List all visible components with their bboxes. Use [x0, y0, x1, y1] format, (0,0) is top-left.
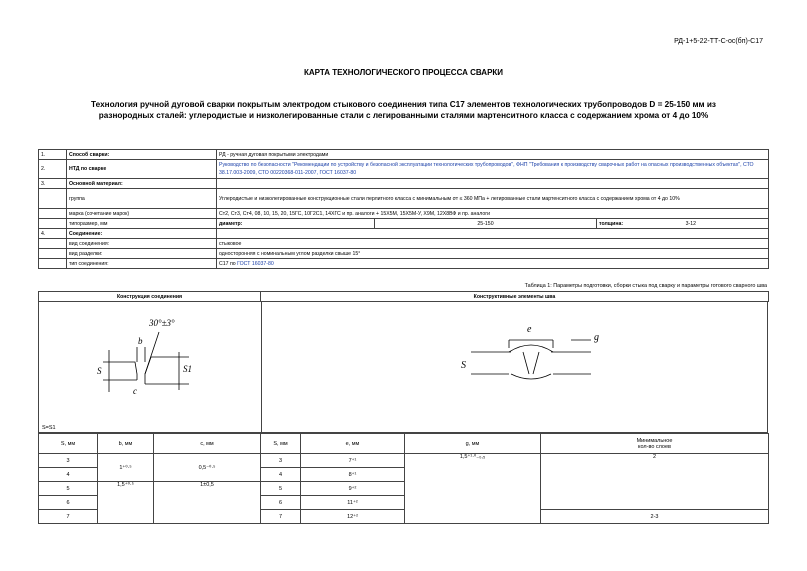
cell-c: 1±0,5: [154, 482, 261, 524]
row-label: Способ сварки:: [67, 150, 217, 160]
row-value: [217, 229, 769, 239]
conn-type-text: С17 по: [219, 260, 236, 267]
page-subtitle: [50, 99, 757, 121]
cell-b: 1,5⁺⁰·⁵: [98, 482, 154, 524]
cell-s2: 7: [261, 510, 301, 524]
table-row: [39, 179, 769, 189]
diameter-value: 25-150: [375, 219, 597, 229]
e-label: e: [527, 324, 532, 335]
cell-s2: 6: [261, 496, 301, 510]
weld-cap: [509, 345, 553, 352]
table-row: [39, 229, 769, 239]
row-value-link[interactable]: Руководство по безопасности "Рекомендации по устройству и безопасной эксплуатации технологических трубопроводов", ФНП "Требования к производству сварочных работ на опасных производственных объектах", СТО 38.17.003-2009, СТО 00220368-011-2007, ГОСТ 16037-80: [217, 160, 769, 179]
angle-line: [145, 332, 159, 374]
cell-c: 0,5⁻⁰·⁵: [154, 454, 261, 482]
row-number: [39, 249, 67, 259]
col-s-header: S, мм: [39, 434, 98, 454]
cell-layers: 2: [541, 454, 769, 510]
row-number: [39, 259, 67, 269]
diameter-label: диаметр:: [217, 219, 375, 229]
subtitle-line-2: разнородных сталей: углеродистые и низколегированные стали с легированными сталями мартенситного класса с содержанием хрома от 4 до 10%: [98, 111, 709, 120]
cell-s: 4: [39, 468, 98, 482]
col-b-header: b, мм: [98, 434, 154, 454]
joint-construction-drawing: [39, 302, 261, 432]
cell-s2: 4: [261, 468, 301, 482]
cell-e: 12⁺²: [301, 510, 405, 524]
table-row: [39, 209, 769, 219]
weld-elements-drawing: [261, 302, 769, 432]
thickness-cell: [597, 219, 769, 229]
table-row: [39, 454, 769, 468]
row-label: НТД по сварке: [67, 160, 217, 179]
thickness-value: 3-12: [685, 220, 696, 227]
row-number: 4.: [39, 229, 67, 239]
cell-layers: 2-3: [541, 510, 769, 524]
row-value: [217, 259, 769, 269]
cell-b: 1⁺⁰·⁵: [98, 454, 154, 482]
bevel-right: [533, 352, 539, 374]
row-number: [39, 189, 67, 209]
table-caption: Таблица 1: Параметры подготовки, сборки стыка под сварку и параметры готового сварного шва: [524, 283, 767, 289]
row-value: стыковое: [217, 239, 769, 249]
col-c-header: c, мм: [154, 434, 261, 454]
row-label: марка (сочетание марок): [67, 209, 217, 219]
layers-header-line1: Минимальное: [636, 437, 673, 444]
page-title: КАРТА ТЕХНОЛОГИЧЕСКОГО ПРОЦЕССА СВАРКИ: [303, 68, 504, 77]
subtitle-line-1: Технология ручной дуговой сварки покрытым электродом стыкового соединения типа С17 элементов технологических трубопроводов D = 25-150 мм из: [91, 100, 716, 109]
row-label: Основной материал:: [67, 179, 217, 189]
col-g-header: g, мм: [405, 434, 541, 454]
angle-label: 30°±3°: [149, 318, 175, 328]
table-row: [39, 239, 769, 249]
left-bevel: [129, 362, 137, 380]
cell-s: 6: [39, 496, 98, 510]
cell-s: 5: [39, 482, 98, 496]
row-label: группа: [67, 189, 217, 209]
row-number: 2.: [39, 160, 67, 179]
col-s2-header: S, мм: [261, 434, 301, 454]
s-label: S: [97, 366, 102, 376]
document-code: РД-1+5-22-ТТ-С-ос(бп)-С17: [674, 38, 763, 45]
table-row: [39, 259, 769, 269]
cell-s2: 3: [261, 454, 301, 468]
col-e-header: e, мм: [301, 434, 405, 454]
cell-g: 1,5⁺¹·⁰₋₀,₅: [405, 454, 541, 524]
table-row: [39, 219, 769, 229]
header-left: Конструкция соединения: [39, 292, 261, 302]
row-label: тип соединения:: [67, 259, 217, 269]
c-label: c: [133, 386, 137, 396]
row-label: вид соединения:: [67, 239, 217, 249]
row-value: односторонняя с номинальным углом разделки свыше 15°: [217, 249, 769, 259]
cell-s: 3: [39, 454, 98, 468]
b-label: b: [138, 336, 143, 346]
cell-e: 7⁺¹: [301, 454, 405, 468]
weld-root: [511, 374, 551, 379]
cell-s2: 5: [261, 482, 301, 496]
s-label: S: [461, 360, 466, 371]
row-label: Соединение:: [67, 229, 217, 239]
gost-link[interactable]: ГОСТ 16037-80: [237, 260, 274, 267]
table-row: [39, 150, 769, 160]
row-number: 3.: [39, 179, 67, 189]
s1-label: S1: [183, 364, 192, 374]
diagram-area: [38, 301, 768, 433]
row-value: РД - ручная дуговая покрытыми электродами: [217, 150, 769, 160]
dimensions-table: [38, 433, 769, 524]
table-row: [39, 160, 769, 179]
bevel-left: [523, 352, 529, 374]
cell-e: 8⁺¹: [301, 468, 405, 482]
row-number: [39, 219, 67, 229]
cell-e: 9⁺²: [301, 482, 405, 496]
header-right: Конструктивные элементы шва: [261, 292, 769, 302]
col-layers-header: [541, 434, 769, 454]
cell-s: 7: [39, 510, 98, 524]
process-table: [38, 149, 769, 269]
table-row: [39, 189, 769, 209]
row-label: вид разделки:: [67, 249, 217, 259]
row-value: Ст2, Ст3, Ст4, 08, 10, 15, 20, 15ГС, 10Г2С1, 14ХГС и пр. аналоги + 15Х5М, 15Х5М-У, Х9М, 12Х8ВФ и пр. аналоги: [217, 209, 769, 219]
g-label: g: [594, 332, 599, 343]
cell-e: 11⁺²: [301, 496, 405, 510]
row-value: Углеродистые и низколегированные конструкционные стали перлитного класса с минимальным σт ≤ 360 МПа + легированные стали мартенситного класса с содержанием хрома от 4 до 10%: [217, 189, 769, 209]
row-label: типоразмер, мм: [67, 219, 217, 229]
row-number: 1.: [39, 150, 67, 160]
s-equals-s1-note: S=S1: [42, 425, 56, 431]
layers-header-line2: кол-во слоев: [638, 443, 671, 450]
row-number: [39, 239, 67, 249]
table-row: [39, 249, 769, 259]
row-value: [217, 179, 769, 189]
thickness-label: толщина:: [599, 220, 624, 227]
row-number: [39, 209, 67, 219]
dims-header-row: [39, 434, 769, 454]
